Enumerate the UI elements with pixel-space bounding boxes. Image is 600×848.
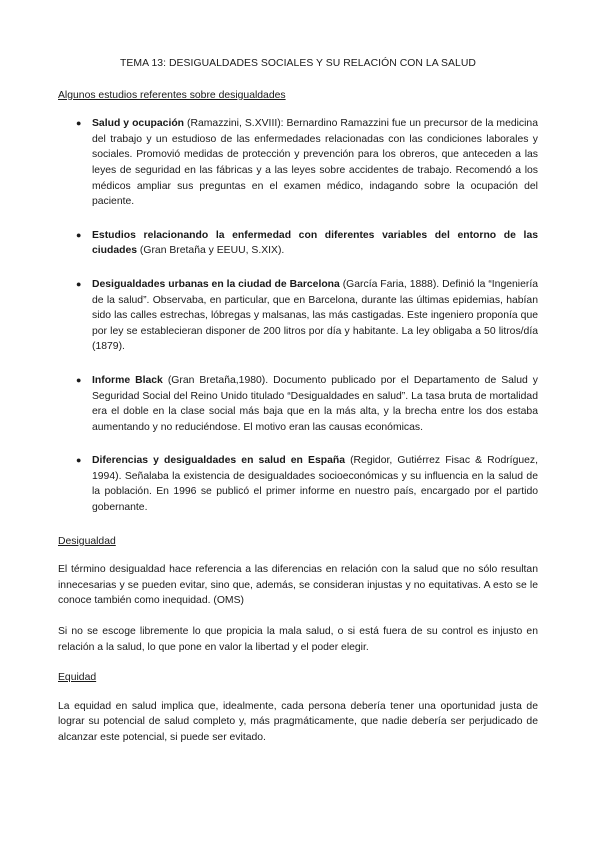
desigualdad-paragraph-1: El término desigualdad hace referencia a las diferencias en relación con la salud que no sólo resultan innecesarias y se pueden evitar, sino que, además, se consideran injustas y no equitativas. A esto se le conoce también como inequidad. (OMS) bbox=[58, 564, 538, 607]
list-item bbox=[58, 277, 538, 355]
bullet-icon: ● bbox=[76, 278, 82, 289]
study-text: (Regidor, Gutiérrez Fisac & Rodríguez, 1994). Señalaba la existencia de desigualdades socioeconómicas y su influencia en la salud de la población. En 1996 se publicó el primer informe en nuestro país, encargado por el partido gobernante. bbox=[92, 455, 538, 514]
study-title: Informe Black bbox=[92, 374, 163, 386]
bullet-icon: ● bbox=[76, 118, 82, 129]
studies-list bbox=[58, 116, 538, 515]
desigualdad-heading: Desigualdad bbox=[58, 535, 116, 547]
bullet-icon: ● bbox=[76, 455, 82, 466]
list-item bbox=[58, 373, 538, 435]
bullet-icon: ● bbox=[76, 374, 82, 385]
list-item bbox=[58, 116, 538, 210]
equidad-heading: Equidad bbox=[58, 672, 97, 684]
study-text: (Gran Bretaña y EEUU, S.XIX). bbox=[137, 245, 285, 257]
study-text: (García Faria, 1888). Definió la “Ingeniería de la salud”. Observaba, en particular, que en Barcelona, durante las últimas epidemias, habían sido las calles estrechas, lóbregas y malsanas, las más castigadas. Este ingeniero proponía que por ley se establecieran disponer de 200 litros por día y habitante. La ley obligaba a 50 litros/día (1879). bbox=[92, 278, 538, 353]
study-title: Diferencias y desigualdades en salud en España bbox=[92, 455, 345, 467]
desigualdad-paragraph-2: Si no se escoge libremente lo que propicia la mala salud, o si está fuera de su control es injusto en relación a la salud, lo que pone en valor la libertad y el poder elegir. bbox=[58, 626, 538, 653]
bullet-icon: ● bbox=[76, 229, 82, 240]
study-title: Salud y ocupación bbox=[92, 118, 185, 130]
equidad-paragraph-1: La equidad en salud implica que, idealmente, cada persona debería tener una oportunidad justa de lograr su potencial de salud completo y, más pragmáticamente, que nadie debería ser perjudicado de alcanzar este potencial, si puede ser evitado. bbox=[58, 700, 538, 743]
studies-heading: Algunos estudios referentes sobre desigualdades bbox=[58, 89, 286, 101]
list-item bbox=[58, 453, 538, 515]
list-item bbox=[58, 228, 538, 259]
study-text: (Gran Bretaña,1980). Documento publicado por el Departamento de Salud y Seguridad Social del Reino Unido titulado “Desigualdades en salud”. La tasa bruta de mortalidad era el doble en la clase social más baja que en la más alta, y la brecha entre los dos estaba aumentando y no reduciéndose. El motivo eran las causas económicas. bbox=[92, 374, 538, 433]
study-title: Estudios relacionando la enfermedad con diferentes variables del entorno de las ciudades bbox=[92, 229, 538, 257]
study-title: Desigualdades urbanas en la ciudad de Barcelona bbox=[92, 278, 340, 290]
page-title: TEMA 13: DESIGUALDADES SOCIALES Y SU RELACIÓN CON LA SALUD bbox=[120, 58, 476, 69]
study-text: (Ramazzini, S.XVIII): Bernardino Ramazzini fue un precursor de la medicina del trabajo y un estudioso de las enfermedades relacionadas con las condiciones laborales y sociales. Promovió medidas de protección y prevención para los obreros, que anteceden a las leyes de seguridad en las fábricas y a las leyes sobre accidentes de trabajo. Recomendó a los médicos ampliar sus preguntas en el examen médico, indagando sobre la ocupación del paciente. bbox=[92, 118, 538, 208]
